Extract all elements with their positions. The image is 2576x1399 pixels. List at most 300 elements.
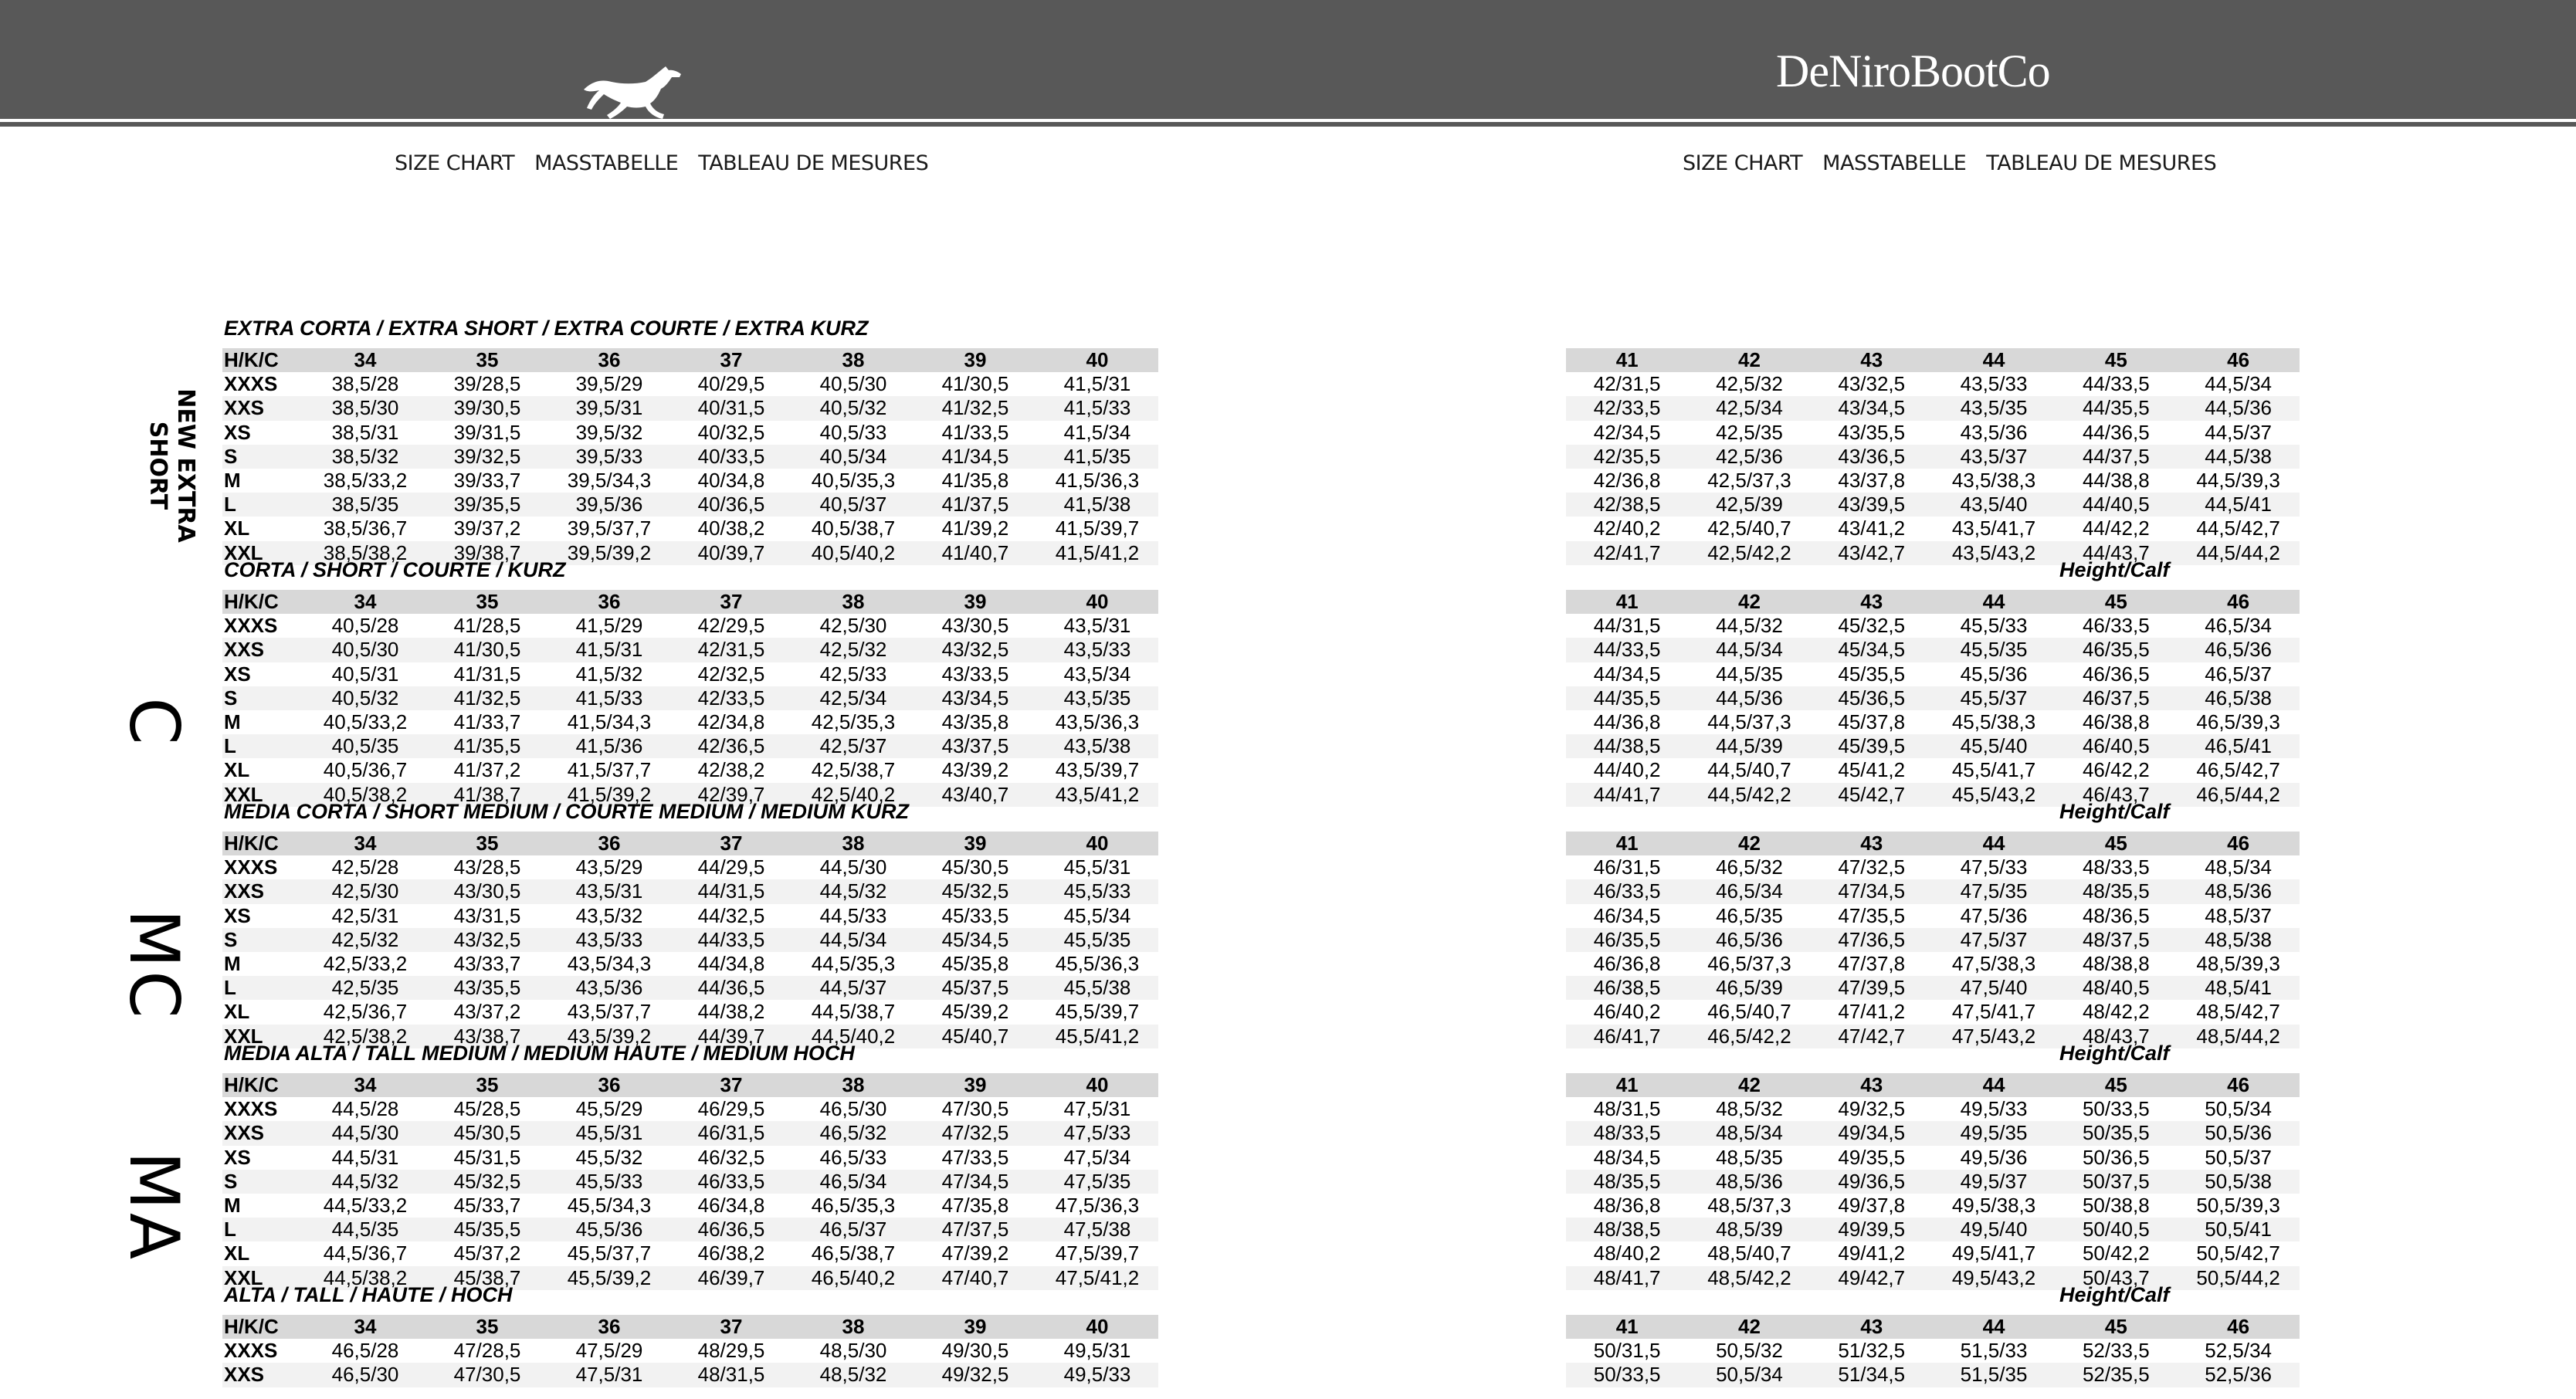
- table-cell: 50/37,5: [2082, 1169, 2150, 1193]
- table-cell: 44,5/32: [331, 1169, 399, 1193]
- table-cell: 46/33,5: [2082, 614, 2150, 638]
- table-cell: 45,5/35: [1063, 927, 1131, 951]
- table-cell: 48/29,5: [697, 1339, 765, 1363]
- table-cell: 43,5/31: [1063, 614, 1131, 638]
- horse-icon: [581, 63, 683, 124]
- table-cell: 47/32,5: [1838, 855, 1906, 879]
- table-row: [1566, 1170, 2300, 1194]
- table-row: [222, 493, 1158, 517]
- table-cell: 42,5/32: [1716, 372, 1783, 396]
- column-header: 41: [1615, 832, 1639, 855]
- table-cell: 46/35,5: [1593, 927, 1661, 951]
- size-label: XXXS: [224, 1339, 278, 1363]
- table-cell: 46,5/44,2: [2196, 782, 2280, 806]
- table-cell: 40/36,5: [697, 493, 765, 517]
- table-cell: 40,5/28: [331, 614, 399, 638]
- table-cell: 45/36,5: [1838, 686, 1906, 710]
- table-cell: 45,5/34: [1063, 903, 1131, 927]
- table-cell: 46/34,5: [1593, 903, 1661, 927]
- column-header: 41: [1615, 1315, 1639, 1339]
- table-cell: 47/39,2: [941, 1241, 1009, 1265]
- table-cell: 50/38,8: [2082, 1194, 2150, 1218]
- table-cell: 41/32,5: [453, 686, 521, 710]
- section-title: MEDIA ALTA / TALL MEDIUM / MEDIUM HAUTE / MEDIUM HOCH: [224, 1042, 855, 1065]
- table-cell: 40,5/33: [819, 420, 887, 444]
- table-cell: 44/36,5: [2082, 420, 2150, 444]
- table-cell: 47/41,2: [1838, 1000, 1906, 1024]
- table-cell: 47,5/36: [1960, 903, 2028, 927]
- table-row: [1566, 1241, 2300, 1265]
- table-cell: 42,5/35: [1716, 420, 1783, 444]
- table-cell: 45,5/37: [1960, 686, 2028, 710]
- table-cell: 45/28,5: [453, 1097, 521, 1121]
- table-cell: 39,5/34,3: [567, 469, 652, 493]
- table-cell: 47,5/35: [1063, 1169, 1131, 1193]
- table-cell: 46/37,5: [2082, 686, 2150, 710]
- table-cell: 45,5/31: [1063, 855, 1131, 879]
- size-label: XXS: [224, 638, 265, 662]
- table-row: [222, 1194, 1158, 1218]
- column-header: 43: [1860, 1315, 1883, 1339]
- column-header: 36: [598, 1315, 621, 1339]
- table-cell: 41,5/39,7: [1055, 517, 1140, 540]
- column-header: 43: [1860, 348, 1883, 372]
- table-cell: 47,5/38: [1063, 1218, 1131, 1241]
- table-cell: 46/42,2: [2082, 758, 2150, 782]
- table-cell: 44,5/34: [2205, 372, 2272, 396]
- table-cell: 50,5/44,2: [2196, 1265, 2280, 1289]
- table-cell: 48,5/32: [819, 1363, 887, 1387]
- table-cell: 48/35,5: [2082, 879, 2150, 903]
- column-header: 39: [964, 1315, 987, 1339]
- column-header: 39: [964, 1073, 987, 1097]
- table-row: [222, 469, 1158, 493]
- table-cell: 48,5/42,2: [1707, 1265, 1791, 1289]
- table-cell: 42,5/42,2: [1707, 540, 1791, 564]
- column-header: 37: [720, 1073, 743, 1097]
- table-cell: 47,5/34: [1063, 1145, 1131, 1169]
- table-cell: 49,5/36: [1960, 1145, 2028, 1169]
- table-cell: 44/34,8: [697, 952, 765, 976]
- table-cell: 47,5/29: [575, 1339, 643, 1363]
- size-label: M: [224, 1194, 241, 1218]
- column-header: 39: [964, 832, 987, 855]
- section-title: EXTRA CORTA / EXTRA SHORT / EXTRA COURTE / EXTRA KURZ: [224, 317, 869, 340]
- table-cell: 43/41,2: [1838, 517, 1906, 540]
- table-cell: 51,5/35: [1960, 1363, 2028, 1387]
- table-cell: 48/31,5: [697, 1363, 765, 1387]
- section-side-label: C: [114, 697, 195, 748]
- table-cell: 45,5/38: [1063, 976, 1131, 1000]
- table-cell: 39/33,7: [453, 469, 521, 493]
- table-cell: 44,5/42,7: [2196, 517, 2280, 540]
- table-cell: 49/35,5: [1838, 1145, 1906, 1169]
- section-side-label: MC: [114, 909, 195, 1021]
- column-header: 35: [476, 1073, 499, 1097]
- table-row: [222, 904, 1158, 928]
- table-cell: 46/34,8: [697, 1194, 765, 1218]
- table-row: [1566, 879, 2300, 903]
- table-cell: 49,5/43,2: [1951, 1265, 2036, 1289]
- table-cell: 41/33,5: [941, 420, 1009, 444]
- size-label: XL: [224, 758, 250, 782]
- table-cell: 50/33,5: [2082, 1097, 2150, 1121]
- table-row: [1566, 734, 2300, 758]
- table-cell: 47,5/41,7: [1951, 1000, 2036, 1024]
- table-cell: 45/39,5: [1838, 734, 1906, 758]
- table-cell: 46,5/39,3: [2196, 710, 2280, 734]
- table-cell: 41,5/36,3: [1055, 469, 1140, 493]
- subnav-size-chart: SIZE CHART: [1683, 151, 1803, 175]
- column-header: 35: [476, 348, 499, 372]
- column-header: 34: [354, 1315, 377, 1339]
- table-cell: 46,5/42,7: [2196, 758, 2280, 782]
- table-cell: 45,5/43,2: [1951, 782, 2036, 806]
- subnav-masstabelle: MASSTABELLE: [534, 151, 679, 175]
- table-cell: 50/43,7: [2082, 1265, 2150, 1289]
- table-cell: 46,5/34: [819, 1169, 887, 1193]
- table-cell: 45/30,5: [941, 855, 1009, 879]
- table-cell: 51/32,5: [1838, 1339, 1906, 1363]
- column-header: 37: [720, 590, 743, 614]
- table-cell: 40,5/34: [819, 444, 887, 468]
- table-header-row: [222, 590, 1158, 614]
- table-cell: 44,5/39,3: [2196, 469, 2280, 493]
- table-cell: 44/33,5: [2082, 372, 2150, 396]
- size-label: S: [224, 1169, 238, 1193]
- table-cell: 42,5/37: [819, 734, 887, 758]
- table-cell: 50/40,5: [2082, 1218, 2150, 1241]
- subnav-size-chart: SIZE CHART: [395, 151, 515, 175]
- table-cell: 52/33,5: [2082, 1339, 2150, 1363]
- table-cell: 43/37,2: [453, 1000, 521, 1024]
- table-cell: 45,5/36,3: [1055, 952, 1140, 976]
- table-cell: 45/31,5: [453, 1145, 521, 1169]
- table-row: [1566, 1339, 2300, 1363]
- table-cell: 44/39,7: [697, 1024, 765, 1048]
- table-cell: 46,5/35: [1716, 903, 1783, 927]
- table-cell: 44,5/37,3: [1707, 710, 1791, 734]
- column-header: 36: [598, 832, 621, 855]
- table-cell: 45/35,8: [941, 952, 1009, 976]
- table-cell: 48,5/42,7: [2196, 1000, 2280, 1024]
- table-cell: 45,5/34,3: [567, 1194, 652, 1218]
- table-cell: 42/38,2: [697, 758, 765, 782]
- table-cell: 48,5/34: [1716, 1121, 1783, 1145]
- table-row: [222, 638, 1158, 662]
- table-row: [1566, 710, 2300, 734]
- table-cell: 42,5/40,2: [811, 782, 896, 806]
- table-cell: 42/36,5: [697, 734, 765, 758]
- table-cell: 46,5/36: [1716, 927, 1783, 951]
- column-header: 46: [2227, 348, 2250, 372]
- table-row: [1566, 686, 2300, 710]
- table-cell: 42/38,5: [1593, 493, 1661, 517]
- table-cell: 46/43,7: [2082, 782, 2150, 806]
- table-cell: 41,5/33: [1063, 396, 1131, 420]
- table-cell: 50,5/34: [2205, 1097, 2272, 1121]
- table-cell: 43/35,5: [453, 976, 521, 1000]
- table-cell: 40/33,5: [697, 444, 765, 468]
- table-cell: 38,5/33,2: [323, 469, 408, 493]
- table-cell: 44,5/32: [819, 879, 887, 903]
- table-cell: 40/39,7: [697, 540, 765, 564]
- column-header: 34: [354, 1073, 377, 1097]
- table-cell: 48,5/37: [2205, 903, 2272, 927]
- table-row: [222, 1097, 1158, 1121]
- table-cell: 46,5/34: [2205, 614, 2272, 638]
- table-cell: 48/33,5: [1593, 1121, 1661, 1145]
- column-header: 40: [1086, 1073, 1109, 1097]
- column-header: 41: [1615, 590, 1639, 614]
- height-calf-label: Height/Calf: [2059, 1283, 2170, 1306]
- size-label: L: [224, 1218, 236, 1241]
- table-cell: 48/43,7: [2082, 1024, 2150, 1048]
- table-cell: 42/31,5: [697, 638, 765, 662]
- table-row: [222, 1241, 1158, 1265]
- table-cell: 50,5/38: [2205, 1169, 2272, 1193]
- table-cell: 49,5/33: [1063, 1363, 1131, 1387]
- table-cell: 43,5/36,3: [1055, 710, 1140, 734]
- table-cell: 47,5/39,7: [1055, 1241, 1140, 1265]
- table-cell: 46,5/37,3: [1707, 952, 1791, 976]
- table-cell: 44/36,8: [1593, 710, 1661, 734]
- size-label: XXS: [224, 1121, 265, 1145]
- table-cell: 39,5/36: [575, 493, 643, 517]
- table-cell: 46,5/32: [1716, 855, 1783, 879]
- size-label: S: [224, 927, 238, 951]
- table-cell: 43,5/33: [1960, 372, 2028, 396]
- height-calf-label: Height/Calf: [2059, 1042, 2170, 1065]
- table-cell: 46/38,2: [697, 1241, 765, 1265]
- subnav-right: [1683, 151, 2216, 175]
- table-cell: 39/38,7: [453, 540, 521, 564]
- table-cell: 50,5/42,7: [2196, 1241, 2280, 1265]
- table-cell: 47,5/37: [1960, 927, 2028, 951]
- subnav-tableau-de-mesures: TABLEAU DE MESURES: [698, 151, 929, 175]
- table-row: [222, 372, 1158, 396]
- table-cell: 46/36,8: [1593, 952, 1661, 976]
- table-cell: 43/35,5: [1838, 420, 1906, 444]
- table-row: [1566, 662, 2300, 686]
- table-cell: 45,5/40: [1960, 734, 2028, 758]
- table-cell: 49/42,7: [1838, 1265, 1906, 1289]
- table-row: [1566, 783, 2300, 807]
- table-cell: 45,5/36: [1960, 662, 2028, 686]
- table-cell: 42,5/34: [1716, 396, 1783, 420]
- table-cell: 44/31,5: [1593, 614, 1661, 638]
- table-row: [1566, 758, 2300, 782]
- table-cell: 46/29,5: [697, 1097, 765, 1121]
- header-divider: [0, 122, 2576, 127]
- column-header: 41: [1615, 348, 1639, 372]
- table-cell: 49,5/41,7: [1951, 1241, 2036, 1265]
- table-cell: 42,5/31: [331, 903, 399, 927]
- table-cell: 43,5/32: [575, 903, 643, 927]
- table-cell: 45,5/32: [575, 1145, 643, 1169]
- table-header-label: H/K/C: [224, 1315, 279, 1339]
- table-cell: 44/35,5: [1593, 686, 1661, 710]
- table-cell: 48/31,5: [1593, 1097, 1661, 1121]
- table-cell: 49,5/37: [1960, 1169, 2028, 1193]
- size-label: XXXS: [224, 614, 278, 638]
- table-cell: 48,5/36: [1716, 1169, 1783, 1193]
- table-header-row: [222, 348, 1158, 372]
- size-table-right: [1566, 1315, 2300, 1387]
- table-cell: 41/28,5: [453, 614, 521, 638]
- table-cell: 39/35,5: [453, 493, 521, 517]
- table-cell: 44,5/34: [819, 927, 887, 951]
- table-row: [222, 855, 1158, 879]
- table-cell: 51,5/33: [1960, 1339, 2028, 1363]
- table-cell: 49/41,2: [1838, 1241, 1906, 1265]
- size-table-right: [1566, 348, 2300, 565]
- size-label: XXXS: [224, 855, 278, 879]
- table-cell: 45/37,5: [941, 976, 1009, 1000]
- table-cell: 44,5/35: [1716, 662, 1783, 686]
- table-cell: 48,5/40,7: [1707, 1241, 1791, 1265]
- table-cell: 43/32,5: [941, 638, 1009, 662]
- table-cell: 40,5/40,2: [811, 540, 896, 564]
- table-cell: 45/32,5: [941, 879, 1009, 903]
- size-label: XXL: [224, 1265, 263, 1289]
- table-cell: 44,5/37: [819, 976, 887, 1000]
- table-cell: 41/39,2: [941, 517, 1009, 540]
- table-header-row: [222, 1073, 1158, 1097]
- table-cell: 42,5/28: [331, 855, 399, 879]
- column-header: 44: [1982, 590, 2005, 614]
- table-cell: 48,5/39,3: [2196, 952, 2280, 976]
- size-label: XXS: [224, 396, 265, 420]
- column-header: 46: [2227, 1315, 2250, 1339]
- table-cell: 44/41,7: [1593, 782, 1661, 806]
- column-header: 40: [1086, 590, 1109, 614]
- table-row: [1566, 1097, 2300, 1121]
- table-cell: 45,5/33: [1960, 614, 2028, 638]
- table-cell: 44/40,5: [2082, 493, 2150, 517]
- table-row: [222, 517, 1158, 540]
- table-cell: 48,5/41: [2205, 976, 2272, 1000]
- table-row: [222, 421, 1158, 445]
- table-cell: 44,5/41: [2205, 493, 2272, 517]
- table-cell: 43,5/31: [575, 879, 643, 903]
- table-cell: 41/37,2: [453, 758, 521, 782]
- size-label: XXS: [224, 1363, 265, 1387]
- table-cell: 48/36,5: [2082, 903, 2150, 927]
- table-cell: 45,5/31: [575, 1121, 643, 1145]
- table-cell: 42,5/30: [819, 614, 887, 638]
- table-cell: 42,5/32: [819, 638, 887, 662]
- table-cell: 50/36,5: [2082, 1145, 2150, 1169]
- table-cell: 42,5/39: [1716, 493, 1783, 517]
- table-cell: 43/32,5: [453, 927, 521, 951]
- size-label: L: [224, 493, 236, 517]
- table-cell: 47,5/38,3: [1951, 952, 2036, 976]
- table-row: [222, 686, 1158, 710]
- table-cell: 50,5/34: [1716, 1363, 1783, 1387]
- table-row: [1566, 372, 2300, 396]
- table-cell: 45/39,2: [941, 1000, 1009, 1024]
- table-cell: 42/41,7: [1593, 540, 1661, 564]
- table-row: [222, 879, 1158, 903]
- table-cell: 49/30,5: [941, 1339, 1009, 1363]
- table-cell: 44/33,5: [1593, 638, 1661, 662]
- table-cell: 46/33,5: [697, 1169, 765, 1193]
- table-cell: 44,5/40,7: [1707, 758, 1791, 782]
- table-cell: 43,5/35: [1960, 396, 2028, 420]
- table-cell: 49,5/38,3: [1951, 1194, 2036, 1218]
- table-cell: 46/33,5: [1593, 879, 1661, 903]
- table-cell: 40,5/33,2: [323, 710, 408, 734]
- table-cell: 46,5/33: [819, 1145, 887, 1169]
- column-header: 39: [964, 348, 987, 372]
- table-cell: 43/38,7: [453, 1024, 521, 1048]
- table-cell: 42/39,7: [697, 782, 765, 806]
- size-label: S: [224, 444, 238, 468]
- table-cell: 45/33,7: [453, 1194, 521, 1218]
- table-cell: 49/34,5: [1838, 1121, 1906, 1145]
- table-cell: 39,5/33: [575, 444, 643, 468]
- table-row: [222, 1146, 1158, 1170]
- table-cell: 41,5/33: [575, 686, 643, 710]
- table-cell: 47/32,5: [941, 1121, 1009, 1145]
- table-row: [222, 1121, 1158, 1145]
- table-row: [1566, 1218, 2300, 1241]
- table-cell: 47/30,5: [941, 1097, 1009, 1121]
- table-cell: 49,5/35: [1960, 1121, 2028, 1145]
- table-row: [222, 928, 1158, 952]
- table-cell: 44,5/33,2: [323, 1194, 408, 1218]
- column-header: 38: [842, 832, 865, 855]
- table-cell: 45,5/38,3: [1951, 710, 2036, 734]
- table-cell: 41,5/35: [1063, 444, 1131, 468]
- table-cell: 42/36,8: [1593, 469, 1661, 493]
- size-label: XS: [224, 420, 251, 444]
- table-cell: 44/29,5: [697, 855, 765, 879]
- table-cell: 46/40,2: [1593, 1000, 1661, 1024]
- table-cell: 39/28,5: [453, 372, 521, 396]
- table-cell: 46,5/35,3: [811, 1194, 896, 1218]
- table-cell: 41,5/34,3: [567, 710, 652, 734]
- table-cell: 43,5/41,7: [1951, 517, 2036, 540]
- column-header: 35: [476, 832, 499, 855]
- size-label: XS: [224, 903, 251, 927]
- table-cell: 47,5/31: [575, 1363, 643, 1387]
- table-cell: 38,5/32: [331, 444, 399, 468]
- table-cell: 42,5/38,7: [811, 758, 896, 782]
- table-cell: 44,5/31: [331, 1145, 399, 1169]
- size-table-left: [222, 1315, 1158, 1387]
- table-cell: 48/33,5: [2082, 855, 2150, 879]
- table-cell: 40/29,5: [697, 372, 765, 396]
- column-header: 45: [2104, 832, 2127, 855]
- size-label: S: [224, 686, 238, 710]
- table-cell: 45,5/36: [575, 1218, 643, 1241]
- table-row: [1566, 1194, 2300, 1218]
- table-cell: 45/37,2: [453, 1241, 521, 1265]
- size-table-left: [222, 832, 1158, 1048]
- table-cell: 38,5/28: [331, 372, 399, 396]
- table-cell: 46/36,5: [2082, 662, 2150, 686]
- table-cell: 39,5/31: [575, 396, 643, 420]
- table-cell: 47/36,5: [1838, 927, 1906, 951]
- column-header: 40: [1086, 348, 1109, 372]
- table-cell: 44,5/36,7: [323, 1241, 408, 1265]
- table-cell: 47/35,8: [941, 1194, 1009, 1218]
- table-cell: 43/33,7: [453, 952, 521, 976]
- table-cell: 44/33,5: [697, 927, 765, 951]
- table-cell: 41/33,7: [453, 710, 521, 734]
